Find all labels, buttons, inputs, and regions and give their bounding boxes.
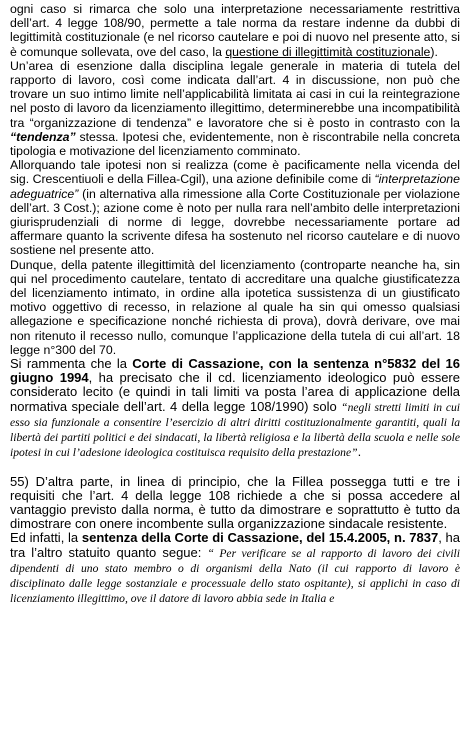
underlined-text: questione di illegittimità costituzionale (225, 44, 431, 59)
bold-citation: sentenza della Corte di Cassazione, del 15.4.2005, n. 7837 (81, 530, 439, 546)
quoted-ruling: “negli stretti limiti in cui esso sia funzionale a consentire l’esercizio di altri diritti costituzionalmente garantiti, quali la libertà dei partiti politici e dei sindacati, la libertà religiosa e la libertà della scuola e nelle sole ipotesi in cui l’adesione ideologica costituisca requisito della prestazione” (10, 400, 460, 460)
paragraph-cassation-1994 (10, 357, 460, 460)
paragraph-adaptive-interpretation (10, 158, 460, 257)
paragraph-cassation-2005 (10, 531, 460, 606)
text: Si rammenta che la (10, 356, 133, 372)
text: Allorquando tale ipotesi non si realizza (come è pacificamente nella vicenda del sig. Crescentiuoli e della Fillea-Cgil), una azione definibile come di (10, 158, 460, 187)
bold-citation: Corte di Cassazione, con la sentenza n°5832 del 16 giugno 1994 (10, 356, 460, 386)
text: ogni caso si rimarca che solo una interpretazione necessariamente restrittiva dell’art. 4 legge 108/90, permette a tale norma da restare indenne da dubbi di legittimità costituzionale (e nel ricorso cautelare e poi di nuovo nel presente atto, si è comunque sollevata, ove del caso, la (10, 2, 460, 59)
paragraph-exemption-area (10, 59, 460, 158)
text: (in alternativa alla rimessione alla Corte Costituzionale per violazione dell’art. 3 Cost.); azione come è noto per nulla rara nell’ambito delle interpretazioni giurisprudenziali di norme di legge, dovrebbe necessariamente portare ad affermare quanto la scrivente difesa ha sostenuto nel ricorso cautelare e di nuovo sostiene nel presente atto. (10, 186, 460, 258)
text: . (357, 444, 362, 460)
text: Un’area di esenzione dalla disciplina legale generale in materia di tutela del rapporto di lavoro, così come indicata dall’art. 4 in discussione, non può che trovare un suo intimo limite nell’applicabilità limitata ai casi in cui la reintegrazione nel posto di lavoro da licenziamento illegittimo, determinerebbe una incompatibilità tra “organizzazione di tendenza” e lavoratore che si è posto in contrasto con la (10, 58, 460, 130)
text: Dunque, della patente illegittimità del licenziamento (controparte neanche ha, sin qui nel procedimento cautelare, tentato di accreditare una qualche giustificatezza del licenziamento intimato, in ordine alla ipotetica sussistenza di un giustificato motivo oggettivo di recesso, in relazione al quale ha sin qui omesso qualsiasi allegazione e specificazione nonché richiesta di prova), dovrà derivare, ove mai non ritenuto il recesso nullo, comunque l’applicazione della tutela di cui all’art. 18 legge n°300 del 70. (10, 257, 460, 357)
quoted-ruling: “ Per verificare se al rapporto di lavoro dei civili dipendenti di uno stato membro o di organismi della Nato (il cui rapporto di lavoro è disciplinato dalle legge sostanziale e processuale dello stato ospitante), si applichi in caso di licenziamento illegittimo, ove il datore di lavoro abbia sede in Italia e (10, 546, 460, 606)
paragraph-55 (10, 475, 460, 532)
emphasis-text: “interpretazione adeguatrice” (10, 172, 460, 201)
text: 55) D’altra parte, in linea di principio, che la Fillea possegga tutti e tre i requisiti che l’art. 4 della legge 108 richiede a che si possa accedere al vantaggio previsto dalla norma, è tutto da dimostrare e soprattutto è tutto da dimostrare con onere incombente sulla organizzazione sindacale resistente. (10, 473, 460, 532)
text: Ed infatti, la (10, 530, 82, 546)
paragraph-constitutionality (10, 2, 460, 59)
text: ). (430, 44, 438, 59)
paragraph-gap (10, 461, 460, 475)
text: , ha tra l’altro statuito quanto segue: (10, 530, 460, 560)
text: , ha precisato che il cd. licenziamento ideologico può essere considerato lecito (e quindi in tali limiti va posta l’area di applicazione della normativa speciale dell’art. 4 della legge 108/1990) solo (10, 370, 460, 414)
text: stessa. Ipotesi che, evidentemente, non è riscontrabile nella concreta tipologia e motivazione del licenziamento comminato. (10, 129, 460, 159)
paragraph-illegitimacy (10, 258, 460, 357)
emphasis-text: “tendenza” (10, 129, 76, 144)
